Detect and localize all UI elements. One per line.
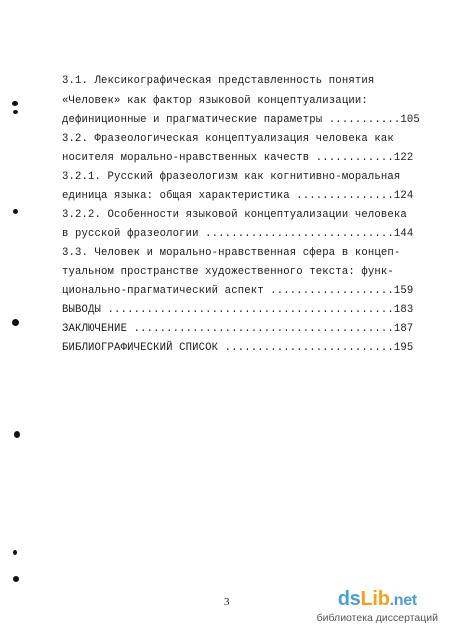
logo-net: .net (389, 592, 417, 609)
dslib-watermark (317, 589, 438, 624)
toc-line: 3.1. Лексикографическая представленность понятия (62, 75, 375, 87)
page-number: 3 (224, 596, 230, 608)
scan-speck (13, 550, 17, 555)
toc-line: 3.2.2. Особенности языковой концептуализации человека (62, 209, 407, 221)
scan-speck (13, 209, 18, 214)
watermark-caption: библиотека диссертаций (316, 612, 438, 624)
toc-line: носителя морально-нравственных качеств ............122 (62, 152, 414, 164)
scan-speck (14, 431, 20, 438)
toc-line: 3.3. Человек и морально-нравственная сфера в концеп- (62, 247, 401, 259)
toc-line: в русской фразеологии .............................144 (62, 228, 414, 240)
toc-line: 3.2. Фразеологическая концептуализация человека как (62, 133, 394, 145)
toc-line: 3.2.1. Русский фразеологизм как когнитивно-моральная (62, 171, 401, 183)
scan-speck (12, 319, 19, 326)
logo-lib: Lib (360, 588, 390, 610)
toc-line: ВЫВОДЫ ............................................183 (62, 304, 414, 316)
scan-speck (13, 110, 18, 114)
toc-line: ционально-прагматический аспект ...................159 (62, 285, 414, 297)
toc-line: БИБЛИОГРАФИЧЕСКИЙ СПИСОК ..........................195 (62, 342, 414, 354)
toc-line: ЗАКЛЮЧЕНИЕ ........................................187 (62, 323, 414, 335)
scan-speck (13, 576, 19, 582)
toc-line: дефиниционные и прагматические параметры ...........105 (62, 114, 420, 126)
scan-speck (12, 101, 18, 106)
logo-ds: ds (337, 588, 361, 610)
toc-line: единица языка: общая характеристика ...............124 (62, 190, 414, 202)
dslib-logo (317, 589, 438, 611)
toc-line: «Человек» как фактор языковой концептуализации: (62, 95, 368, 107)
toc-line: туальном пространстве художественного текста: функ- (62, 266, 394, 278)
